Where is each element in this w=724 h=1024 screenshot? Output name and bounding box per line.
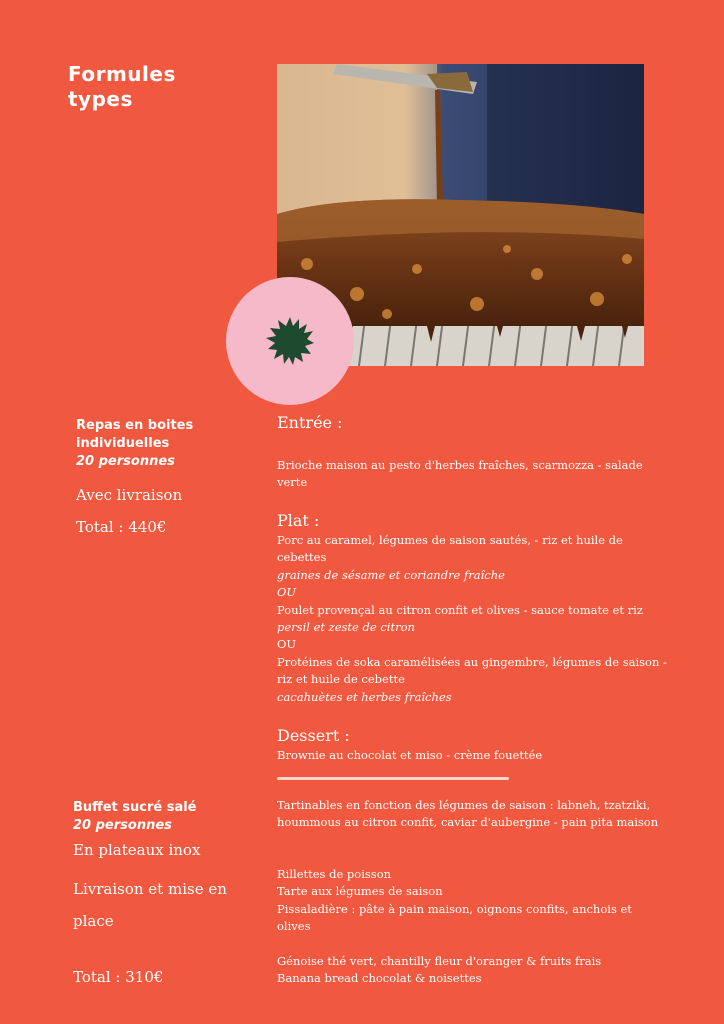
dessert-heading: Dessert : (277, 726, 350, 745)
plat-line: Porc au caramel, légumes de saison sautés, - riz et huile de cebettes (277, 533, 623, 565)
buffet-sucre-list (277, 953, 667, 988)
section2-title-text: Buffet sucré salé (73, 800, 197, 815)
section2-people: 20 personnes (73, 818, 172, 833)
plat-line: Protéines de soka caramélisées au gingembre, légumes de saison - riz et huile de cebette (277, 654, 667, 687)
buffet-item: Tarte aux légumes de saison (277, 884, 443, 899)
section1-people: 20 personnes (76, 454, 175, 469)
buffet-item: Génoise thé vert, chantilly fleur d'oranger & fruits frais (277, 954, 602, 968)
section1-total: Total : 440€ (76, 518, 167, 536)
plat-line: Poulet provençal au citron confit et olives - sauce tomate et riz (277, 602, 643, 617)
section-divider (277, 777, 509, 780)
buffet-item: Rillettes de poisson (277, 867, 392, 881)
section2-service-livraison: Livraison et mise en place (73, 880, 227, 930)
buffet-tartinables: Tartinables en fonction des légumes de saison : labneh, tzatziki, hoummous au citron confit, caviar d'aubergine - pain pita maison (277, 798, 659, 830)
plat-line: OU (277, 637, 297, 652)
dessert-text: Brownie au chocolat et miso - crème fouettée (277, 748, 543, 762)
plat-line: graines de sésame et coriandre fraîche (277, 567, 505, 582)
decorative-badge (226, 277, 354, 405)
plat-line: cacahuètes et herbes fraîches (277, 689, 452, 704)
starburst-icon (266, 317, 314, 365)
section1-title-text: Repas en boites individuelles (76, 418, 194, 451)
section2-title (73, 799, 243, 835)
entree-text: Brioche maison au pesto d'herbes fraîches, scarmozza - salade verte (277, 458, 643, 490)
buffet-sale-list (277, 866, 667, 936)
entree-heading: Entrée : (277, 413, 343, 432)
plat-line: persil et zeste de citron (277, 620, 415, 635)
section2-total: Total : 310€ (73, 968, 164, 986)
plat-list (277, 532, 667, 706)
buffet-item: Banana bread chocolat & noisettes (277, 971, 482, 986)
buffet-item: Pissaladière : pâte à pain maison, oignons confits, anchois et olives (277, 901, 632, 934)
page-title: Formules types (68, 62, 176, 111)
section1-title (76, 417, 236, 471)
section1-delivery: Avec livraison (76, 486, 183, 504)
section2-service-plateaux: En plateaux inox (73, 841, 201, 859)
plat-line: OU (277, 585, 297, 600)
plat-heading: Plat : (277, 511, 320, 530)
